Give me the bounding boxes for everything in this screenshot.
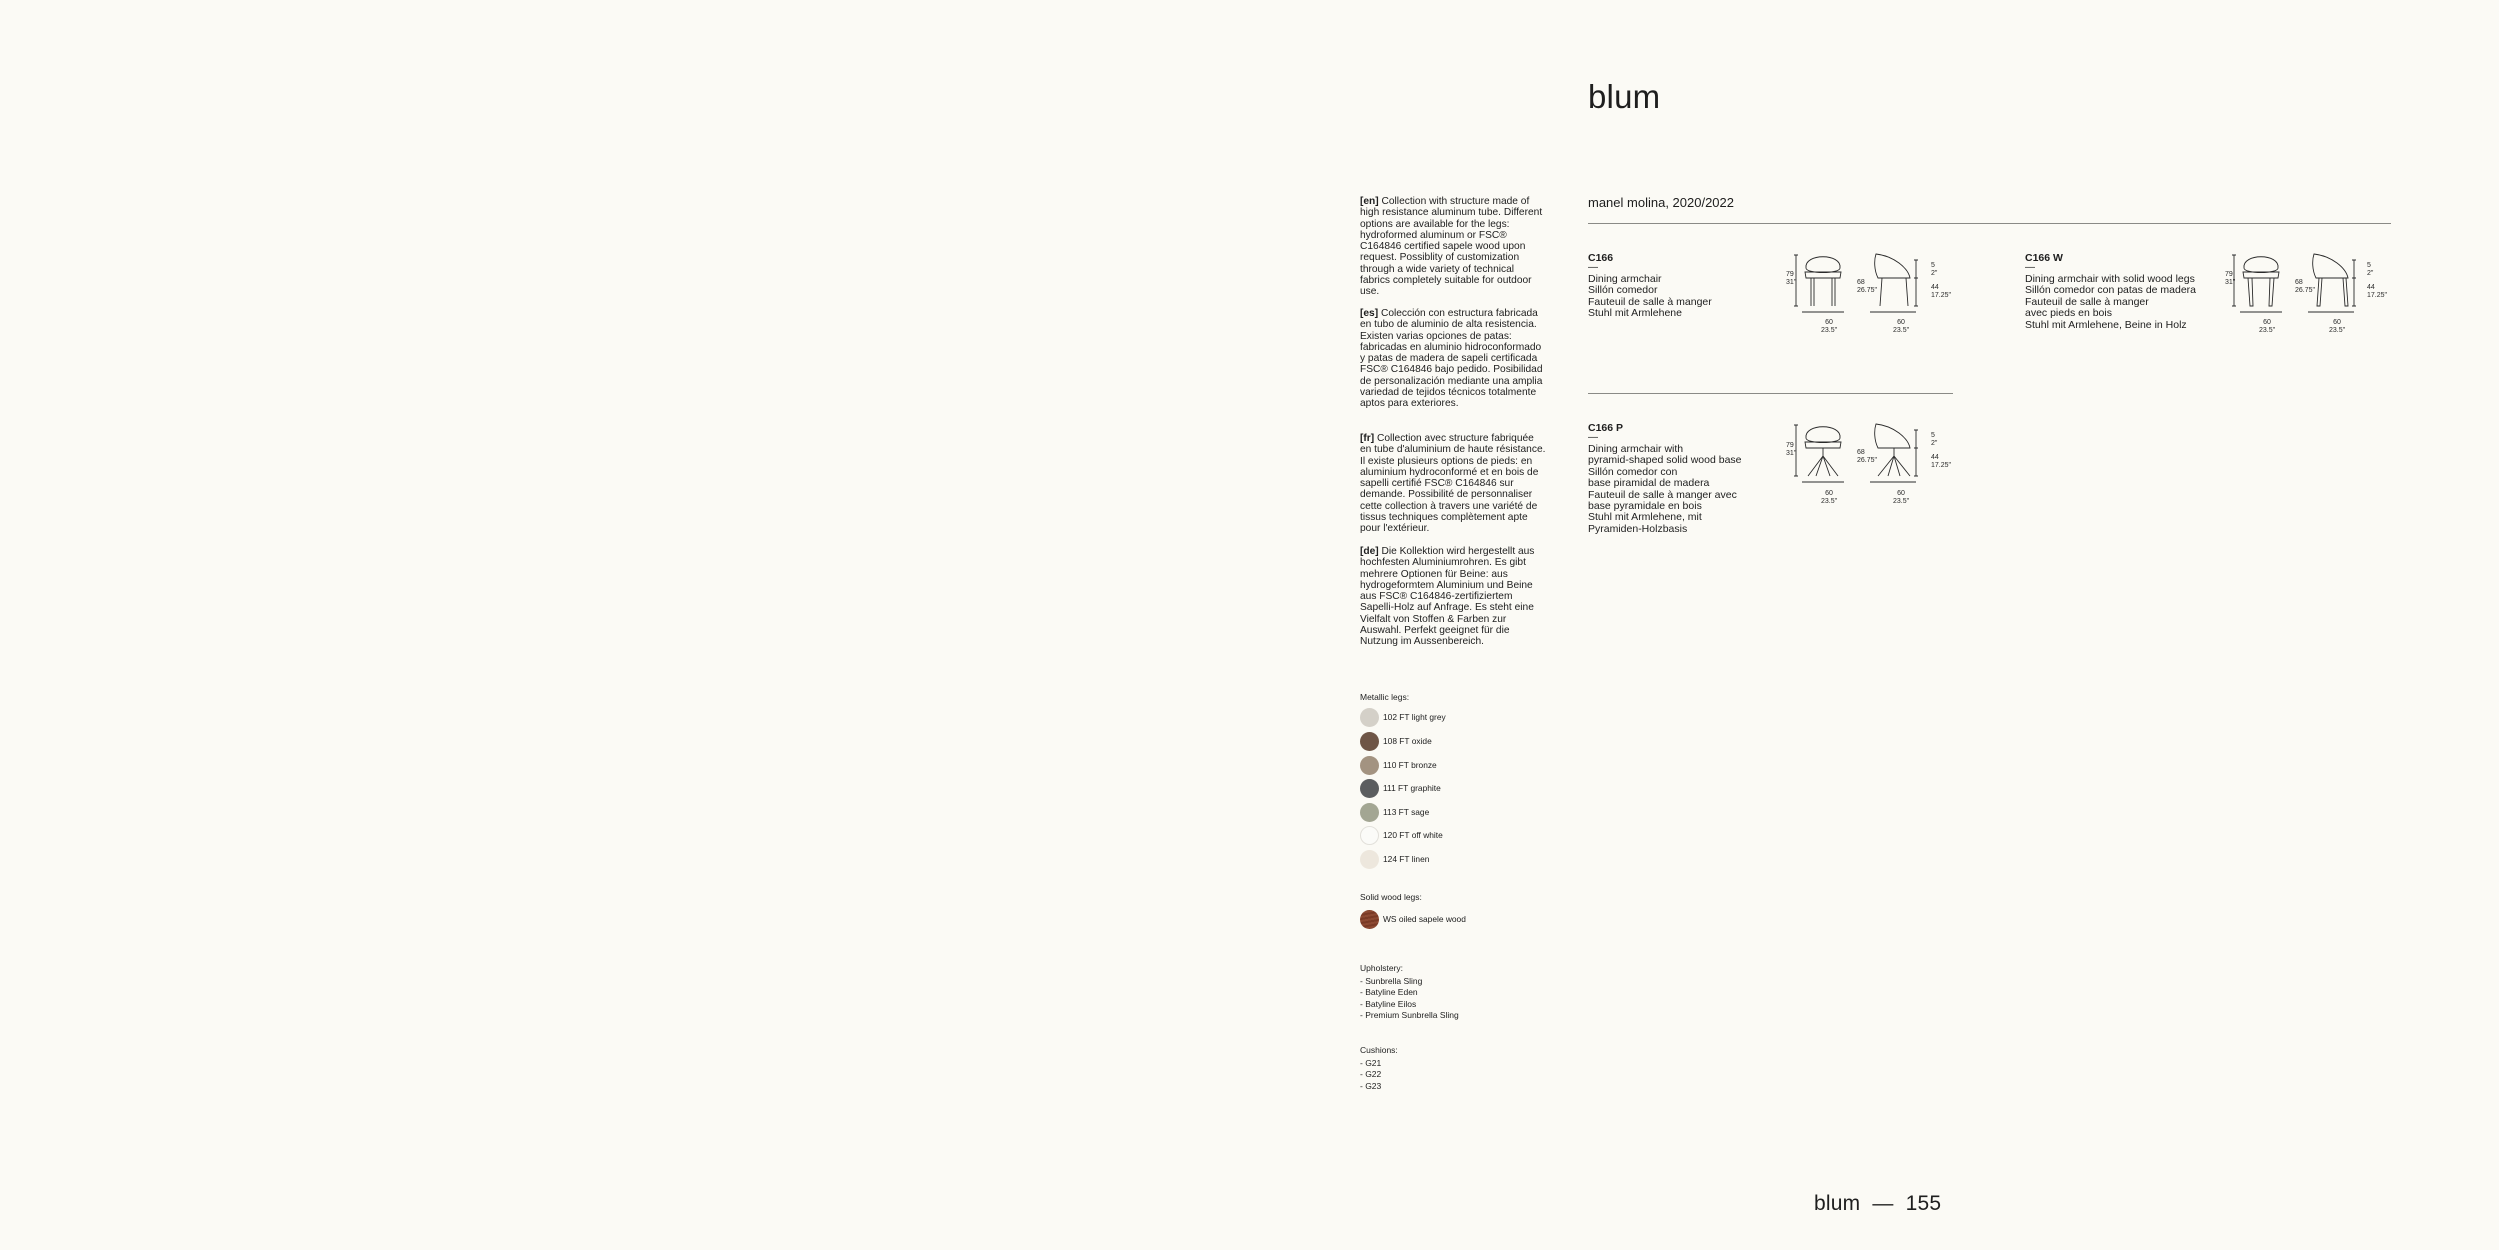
product-dash: — xyxy=(1588,262,1598,273)
divider-top xyxy=(1588,223,2391,224)
chair-front-view-drawing xyxy=(2232,250,2302,320)
color-swatch xyxy=(1360,850,1379,869)
description-fr-text: Collection avec structure fabriquée en tube d'aluminium de haute résistance. Il existe plusieurs options de pieds: en aluminium hydroconformé et en bois de sapelli certifié FSC® C164846 sur demande. Possibilité de personnaliser cette collection à travers une variété de tissus techniques complètement apte pour l'extérieur. xyxy=(1360,433,1546,535)
dimension-value: 60 xyxy=(1897,319,1905,326)
dimension-label xyxy=(1857,279,1877,294)
cushions-label: Cushions: xyxy=(1360,1045,1398,1055)
color-swatch xyxy=(1360,826,1379,845)
language-tag-de: [de] xyxy=(1360,546,1379,557)
finish-swatch-row xyxy=(1360,755,1437,775)
list-item: - Batyline Eden xyxy=(1360,987,1418,998)
color-swatch xyxy=(1360,910,1379,929)
product-code: C166 W xyxy=(2025,252,2063,264)
color-swatch xyxy=(1360,779,1379,798)
product-description-line: Dining armchair with solid wood legs xyxy=(2025,273,2195,285)
finish-name: 108 FT oxide xyxy=(1383,736,1432,746)
finish-swatch-row xyxy=(1360,802,1429,822)
list-item: - G22 xyxy=(1360,1069,1382,1080)
dimension-value: 5 xyxy=(1931,262,1935,269)
list-item: - Sunbrella Sling xyxy=(1360,975,1423,986)
dimension-label xyxy=(1931,432,1937,447)
dimension-label xyxy=(2225,271,2235,286)
dimension-value: 79 xyxy=(1786,271,1794,278)
dimension-value: 2" xyxy=(2367,269,2374,277)
product-c166p xyxy=(1588,422,1758,535)
dimension-value: 2" xyxy=(1931,439,1938,447)
description-es-text: Colección con estructura fabricada en tubo de aluminio de alta resistencia. Existen varias opciones de patas: fabricadas en aluminio hidroconformado y patas de madera de sapeli certificada FSC® C164846 bajo pedido. Posibilidad de personalización mediante una amplia variedad de tejidos técnicos totalmente aptos para exteriores. xyxy=(1360,308,1543,410)
dimension-value: 17.25" xyxy=(1931,291,1952,299)
dimension-value: 68 xyxy=(1857,449,1865,456)
product-description-line: avec pieds en bois xyxy=(2025,307,2112,320)
dimension-value: 2" xyxy=(1931,269,1938,277)
description-de-text: Die Kollektion wird hergestellt aus hochfesten Aluminiumrohren. Es gibt mehrere Optionen für Beine: aus hydrogeformtem Aluminium und Beine aus FSC® C164846-zertifiziertem Sapelli-Holz auf Anfrage. Es steht eine Vielfalt von Stoffen & Farben zur Auswahl. Perfekt geeignet für die Nutzung im Aussenbereich. xyxy=(1360,546,1535,648)
language-tag-es: [es] xyxy=(1360,308,1379,319)
dimension-value: 23.5" xyxy=(1821,326,1838,334)
dimension-value: 60 xyxy=(2333,319,2341,326)
language-tag-fr: [fr] xyxy=(1360,433,1375,444)
dimension-value: 23.5" xyxy=(1893,326,1910,334)
dimension-value: 60 xyxy=(1897,490,1905,497)
product-description-line: Fauteuil de salle à manger avec xyxy=(1588,488,1737,501)
language-tag-en: [en] xyxy=(1360,196,1379,207)
dimension-value: 23.5" xyxy=(1821,497,1838,505)
dimension-value: 44 xyxy=(1931,454,1939,461)
product-dash: — xyxy=(2025,262,2035,273)
upholstery-list xyxy=(1360,963,1459,1022)
product-description-line: Pyramiden-Holzbasis xyxy=(1588,522,1688,535)
description-es xyxy=(1360,308,1546,410)
dimension-value: 60 xyxy=(1825,490,1833,497)
upholstery-label: Upholstery: xyxy=(1360,963,1403,973)
color-swatch xyxy=(1360,732,1379,751)
dimension-label xyxy=(1931,262,1937,277)
dimension-label xyxy=(1931,284,1951,299)
dimension-label xyxy=(1821,319,1837,334)
product-c166 xyxy=(1588,252,1758,320)
description-fr xyxy=(1360,433,1546,535)
color-swatch xyxy=(1360,756,1379,775)
finish-swatch-row xyxy=(1360,731,1432,751)
dimension-value: 79 xyxy=(1786,442,1794,449)
product-description-line: Stuhl mit Armlehene, Beine in Holz xyxy=(2025,318,2187,331)
wood-swatch-row xyxy=(1360,909,1466,929)
product-description-line: Stuhl mit Armlehene xyxy=(1588,307,1682,320)
designer-credit: manel molina, 2020/2022 xyxy=(1588,195,1734,210)
list-item: - G21 xyxy=(1360,1057,1382,1068)
page-title: blum xyxy=(1588,78,1661,115)
dimension-value: 23.5" xyxy=(2329,326,2346,334)
finish-swatch-row xyxy=(1360,849,1429,869)
color-swatch xyxy=(1360,708,1379,727)
dimension-value: 44 xyxy=(2367,284,2375,291)
page-footer: blum — 155 xyxy=(1814,1192,1942,1215)
dimension-label xyxy=(1821,490,1837,505)
product-code: C166 xyxy=(1588,252,1614,264)
product-dash: — xyxy=(1588,432,1598,443)
dimension-value: 17.25" xyxy=(1931,461,1952,469)
list-item: - G23 xyxy=(1360,1080,1382,1091)
product-description-line: base pyramidale en bois xyxy=(1588,500,1702,513)
finish-name: 113 FT sage xyxy=(1383,807,1430,817)
dimension-value: 68 xyxy=(1857,279,1865,286)
dimension-value: 31" xyxy=(1786,449,1797,457)
divider-middle xyxy=(1588,393,1953,394)
dimension-value: 23.5" xyxy=(1893,497,1910,505)
product-description-line: Stuhl mit Armlehene, mit xyxy=(1588,511,1702,524)
dimension-value: 60 xyxy=(1825,319,1833,326)
finish-name: WS oiled sapele wood xyxy=(1383,914,1466,924)
product-code: C166 P xyxy=(1588,422,1624,434)
dimension-value: 44 xyxy=(1931,284,1939,291)
dimension-value: 26.75" xyxy=(1857,456,1878,464)
color-swatch xyxy=(1360,803,1379,822)
product-description-line: Dining armchair xyxy=(1588,273,1662,285)
finish-name: 124 FT linen xyxy=(1383,854,1430,864)
chair-front-view-drawing xyxy=(1794,250,1864,320)
product-description-line: pyramid-shaped solid wood base xyxy=(1588,454,1742,467)
finish-name: 111 FT graphite xyxy=(1383,783,1441,793)
dimension-value: 5 xyxy=(2367,262,2371,269)
dimension-value: 26.75" xyxy=(1857,286,1878,294)
description-en xyxy=(1360,196,1546,298)
dimension-value: 60 xyxy=(2263,319,2271,326)
dimension-value: 5 xyxy=(1931,432,1935,439)
dimension-value: 26.75" xyxy=(2295,286,2316,294)
cushions-list xyxy=(1360,1045,1398,1092)
product-description-line: base piramidal de madera xyxy=(1588,477,1710,490)
finish-name: 110 FT bronze xyxy=(1383,760,1437,770)
metallic-legs-label: Metallic legs: xyxy=(1360,692,1410,702)
dimension-label xyxy=(2367,262,2373,277)
finish-name: 120 FT off white xyxy=(1383,830,1443,840)
dimension-label xyxy=(2367,284,2387,299)
list-item: - Batyline Eilos xyxy=(1360,998,1417,1009)
list-item: - Premium Sunbrella Sling xyxy=(1360,1010,1459,1021)
dimension-value: 31" xyxy=(2225,278,2236,286)
product-c166w xyxy=(2025,252,2205,331)
dimension-label xyxy=(2259,319,2275,334)
wood-legs-label: Solid wood legs: xyxy=(1360,892,1422,902)
dimension-label xyxy=(2295,279,2315,294)
description-de xyxy=(1360,546,1546,648)
dimension-value: 17.25" xyxy=(2367,291,2388,299)
description-en-text: Collection with structure made of high resistance aluminum tube. Different options are available for the legs: hydroformed aluminum or FSC® C164846 certified sapele wood upon request. Possiblity of customization through a wide variety of technical fabrics completely suitable for outdoor use. xyxy=(1360,196,1543,298)
product-description-line: Sillón comedor xyxy=(1588,284,1658,297)
finish-swatch-row xyxy=(1360,707,1446,727)
dimension-value: 23.5" xyxy=(2259,326,2276,334)
product-description-line: Sillón comedor con patas de madera xyxy=(2025,284,2197,297)
dimension-value: 31" xyxy=(1786,278,1797,286)
product-description-line: Dining armchair with xyxy=(1588,443,1684,455)
dimension-label xyxy=(1857,449,1877,464)
product-description-line: Fauteuil de salle à manger xyxy=(2025,295,2149,308)
dimension-value: 68 xyxy=(2295,279,2303,286)
dimension-label xyxy=(1786,442,1796,457)
finish-swatch-row xyxy=(1360,825,1443,845)
dimension-value: 79 xyxy=(2225,271,2233,278)
dimension-label xyxy=(1893,319,1909,334)
chair-front-view-drawing xyxy=(1794,420,1864,490)
product-description-line: Fauteuil de salle à manger xyxy=(1588,295,1712,308)
finish-name: 102 FT light grey xyxy=(1383,712,1446,722)
dimension-label xyxy=(2329,319,2345,334)
dimension-label xyxy=(1893,490,1909,505)
product-description-line: Sillón comedor con xyxy=(1588,465,1678,478)
dimension-label xyxy=(1786,271,1796,286)
dimension-label xyxy=(1931,454,1951,469)
finish-swatch-row xyxy=(1360,778,1441,798)
